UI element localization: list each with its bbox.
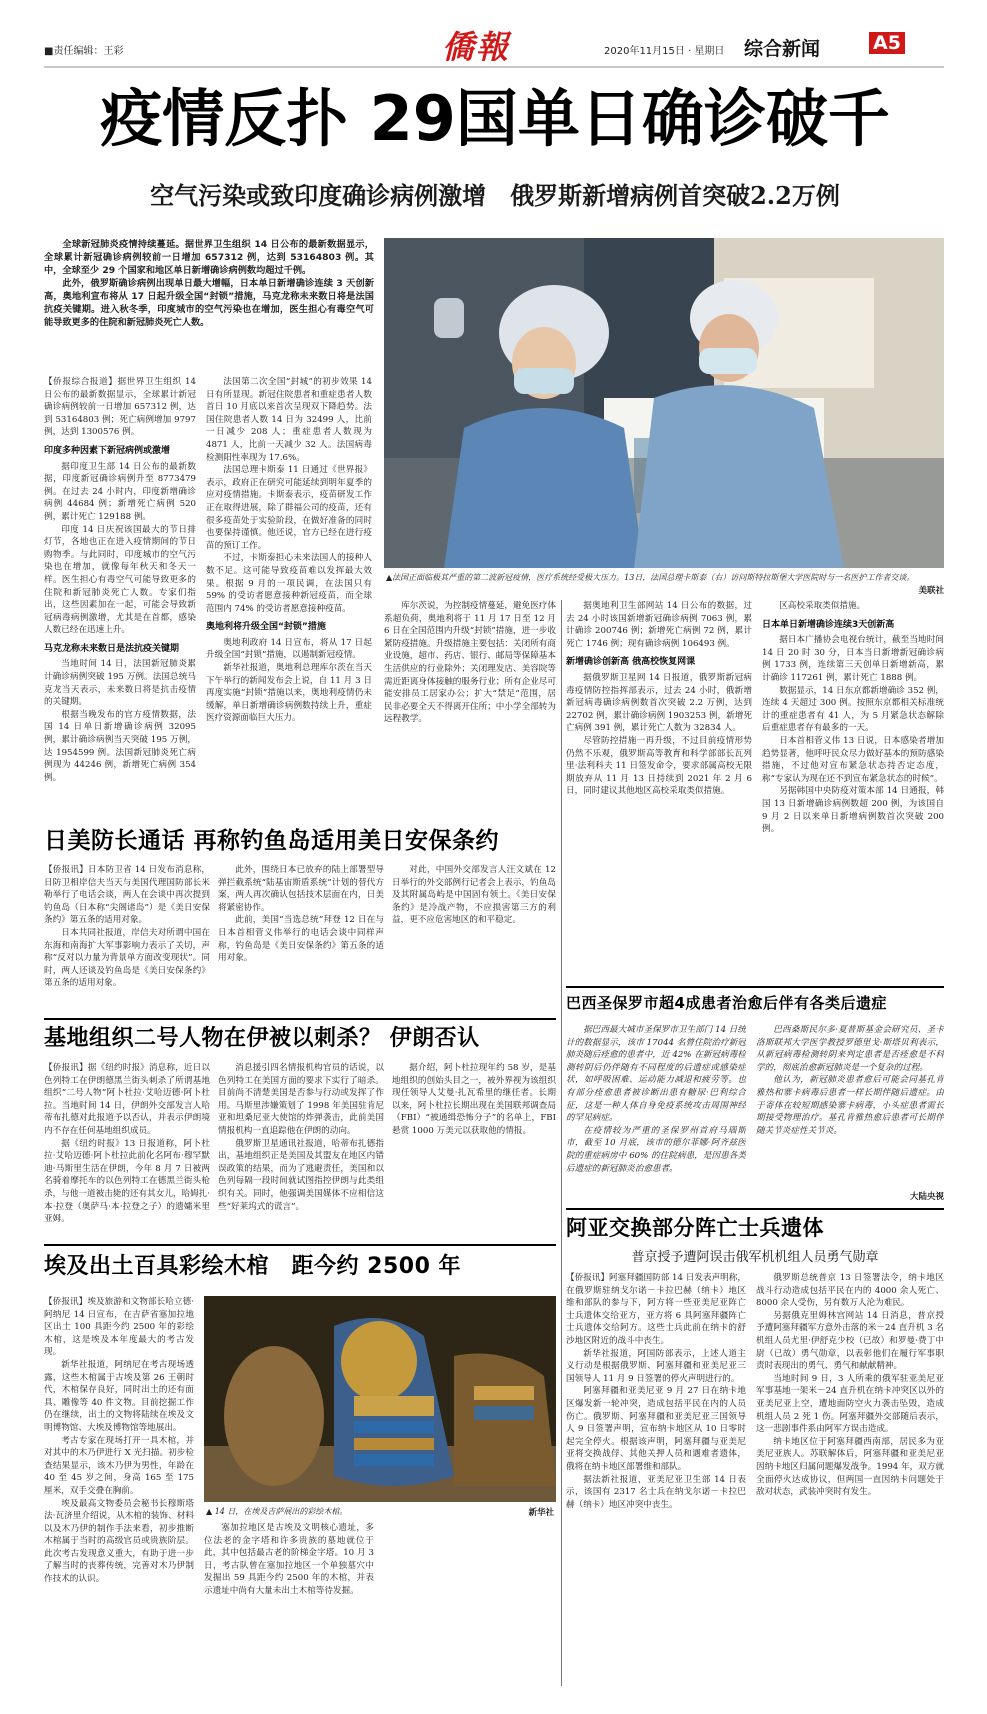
japan-us-column-1: [44, 864, 210, 1014]
austria-paragraph-2: 新华社报道，奥地利总理库尔茨在当天下午举行的新闻发布会上说，自 11 月 3 日再度实施“封锁”措施以来，奥地利疫情仍未缓解，单日新增确诊病例数持续上升，重症医疗资源面临巨大压力。: [206, 663, 372, 724]
armenia-headline: 阿亚交换部分阵亡士兵遗体: [566, 1216, 824, 1240]
armenia-paragraph-7: 当地时间 9 日，3 人所乘的俄军驻亚美尼亚军事基地一架米－24 直升机在纳卡冲突区以外的亚美尼亚上空，遭地面防空火力袭击坠毁，造成机组人员 2 死 1 伤。阿塞拜疆外交部随后表示，这一悲剧事件系由阿军方误击造成。: [756, 1373, 944, 1435]
brazil-paragraph-2: 在疫情较为严重的圣保罗州首府马瑙斯市，截至 10 月底，该市的德尔菲娜·阿齐兹医院的重症病房中 60% 的住院病患，是因患各类后遗症的新冠肺炎治愈患者。: [566, 1125, 746, 1174]
japan-us-column-3: [392, 864, 556, 1014]
japan-us-paragraph-2: 日本共同社报道，岸信夫对所谓中国在东海和南海扩大军事影响力表示了关切，声称“反对以力量为背景单方面改变现状”。同时，两人还谈及钓鱼岛是《美日安保条约》第五条的适用对象。: [44, 927, 210, 989]
egypt-paragraph-1: 【侨报讯】埃及旅游和文物部长哈立德·阿纳尼 14 日宣布，在吉萨省塞加拉地区出土 100 具距今约 2500 年的彩绘木棺，这是埃及本年度最大的考古发现。: [44, 1297, 194, 1358]
iran-column-1: [44, 1062, 210, 1238]
brazil-paragraph-1: 据巴西最大城市圣保罗市卫生部门 14 日统计的数据显示，该市 17044 名曾住院治疗新冠肺炎随后痊愈的患者中，近 42% 在新冠病毒检测转阴后仍伴随有不同程度的后遗症或感染症状，如呼吸困难、运动能力减退和疲劳等。也有部分痊愈患者被诊断出患有糖尿·巴利综合征，这是一种人体自身免疫系统攻击周围神经的罕见病症。: [566, 1025, 746, 1124]
masthead-rule: [44, 66, 944, 68]
lead-subhead: 空气污染或致印度确诊病例激增 俄罗斯新增病例首突破2.2万例: [150, 181, 840, 210]
armenia-paragraph-5: 俄罗斯总统普京 13 日签署法令，纳卡地区战斗行动造成包括平民在内的 4000 余人死亡、8000 余人受伤，另有数万人沦为难民。: [756, 1273, 944, 1309]
russia-subhead: 新增确诊创新高 俄高校恢复网课: [566, 657, 696, 668]
section-name: 综合新闻: [744, 38, 821, 60]
india-paragraph-2: 印度 14 日庆祝该国最大的节日排灯节，各地也正在进入疫情期间的节日购物季。与此同时，印度城市的空气污染也在增加，就像每年秋天和冬天一样。医生担心有毒空气可能导致更多的住院和新冠肺炎死亡人数。专家们指出，这些因素加在一起，可能会导致新冠病毒病例激增，尤其是在首都，感染人数已经在迅速上升。: [44, 524, 196, 636]
iran-column-3: [392, 1062, 556, 1238]
armenia-paragraph-1: 【侨报讯】阿塞拜疆国防部 14 日发表声明称，在俄罗斯驻纳戈尔诺－卡拉巴赫（纳卡）地区维和部队的参与下，阿方将一些亚美尼亚阵亡士兵遗体交给亚方，亚方将 6 具阿塞拜疆阵亡士兵遗体交给阿方。这些士兵此前在纳卡的舒沙地区附近的战斗中丧生。: [566, 1273, 746, 1346]
newspaper-logo: 僑報: [442, 28, 511, 66]
lead-headline: 疫情反扑 29国单日确诊破千: [100, 82, 890, 155]
egypt-photo: [204, 1296, 556, 1502]
india-paragraph-1: 据印度卫生部 14 日公布的最新数据，印度新冠确诊病例升至 8773479 例。在过去 24 小时内，印度新增确诊病例 44684 例；新增死亡病例 520 例，累计死亡 129188 例。: [44, 461, 196, 522]
issue-date: 2020年11月15日 · 星期日: [604, 46, 725, 57]
lead-intro: 【侨报综合报道】据世界卫生组织 14 日公布的最新数据显示，全球累计新冠确诊病例较前一日增加 657312 例，达到 53164803 例；死亡病例增加 9797 例，达到 1300576 例。: [44, 377, 196, 438]
lead-column-5: [762, 600, 944, 980]
japan-paragraph-2: 数据显示，14 日东京都新增确诊 352 例，连续 4 天超过 300 例。按照东京都相关标准统计的重症患者有 41 人，为 5 月紧急状态解除后重症患者存有最多的一天。: [762, 685, 944, 734]
egypt-photo-caption: ▲ 14 日，在埃及吉萨展出的彩绘木棺。: [206, 1507, 348, 1516]
france-paragraph-2: 根据当晚发布的官方疫情数据，法国 14 日单日新增确诊病例 32095 例，累计确诊病例当天突破 195 万例，达 1954599 例。法国新冠肺炎死亡病例现为 44246 例，新增死亡病例 354 例。: [44, 709, 196, 783]
egypt-headline: 埃及出土百具彩绘木棺 距今约 2500 年: [44, 1254, 462, 1279]
iran-paragraph-4: 俄罗斯卫星通讯社报道，哈蒂布扎德指出，基地组织正是美国及其盟友在地区内错误政策的结果，而为了逃避责任，美国和以色列每隔一段时间就试图指控伊朗与此类组织有关。同时，他强调美国媒体不应相信这些“好莱坞式的谎言”。: [218, 1138, 384, 1212]
egypt-paragraph-4: 埃及最高文物委员会秘书长穆斯塔法·瓦济里介绍说，从木棺的装饰、材料以及木乃伊的制作手法来看，初步推断木棺属于当时的高级官员或贵族阶层。此次考古发现意义重大，有助于进一步了解当时的丧葬传统，完善对木乃伊制作技术的认识。: [44, 1498, 194, 1585]
brazil-headline: 巴西圣保罗市超4成患者治愈后伴有各类后遗症: [566, 994, 887, 1012]
lead-summary: [44, 238, 374, 370]
egypt-column-1: [44, 1296, 194, 1686]
brazil-top-rule: [566, 986, 944, 988]
iran-paragraph-1: 【侨报讯】据《纽约时报》消息称，近日以色列特工在伊朗德黑兰街头刺杀了所谓基地组织“二号人物”阿卜杜拉·艾哈迈德·阿卜杜拉。当地时间 14 日，伊朗外交部发言人哈蒂布扎德对此报道予以否认，并表示伊朗境内不存在任何基地组织成员。: [44, 1063, 210, 1136]
egypt-paragraph-5: 塞加拉地区是古埃及文明核心遗址，多位法老的金字塔和许多贵族的墓地就位于此，其中包括最古老的阶梯金字塔。10 月 3 日，考古队曾在塞加拉地区一个单独墓穴中发掘出 59 具距今约 2500 年的木棺，并表示遗址中尚有大量未出土木棺等待发掘。: [204, 1523, 374, 1596]
hospital-scene-image: [384, 238, 944, 568]
armenia-top-rule: [566, 1208, 944, 1210]
armenia-paragraph-6: 另据俄克里姆林宫网站 14 日消息，普京授予遭阿塞拜疆军方意外击落的米－24 直升机 3 名机组人员尤里·伊舒克少校（已故）和罗曼·费丁中尉（已故）勇气勋章，以表彰他们在履行军事职责时表现出的勇气、勇气和献献精神。: [756, 1310, 944, 1372]
summary-paragraph-1: 全球新冠肺炎疫情持续蔓延。据世界卫生组织 14 日公布的最新数据显示，全球累计新冠确诊病例较前一日增加 657312 例，达到 53164803 例。其中，全球至少 29 个国家和地区单日新增确诊病例数均超过千例。: [44, 239, 374, 276]
brazil-column-1: [566, 1024, 746, 1200]
japan-covid-subhead: 日本单日新增确诊连续3天创新高: [762, 619, 895, 630]
japan-us-paragraph-1: 【侨报讯】日本防卫省 14 日发布消息称，日防卫相岸信夫当天与美国代理国防部长米勒举行了电话会谈，两人在会谈中再次提到钓鱼岛（日本称“尖阁诸岛”）是《美日安保条约》第五条的适用对象。: [44, 865, 210, 926]
japan-us-paragraph-3: 此外，围绕日本已放弃的陆上部署型导弹拦截系统“陆基宙斯盾系统”计划的替代方案，两人再次确认包括技术层面在内，日美将紧密协作。: [218, 865, 384, 913]
armenia-paragraph-8: 纳卡地区位于阿塞拜疆西南部，居民多为亚美尼亚族人。苏联解体后，阿塞拜疆和亚美尼亚因纳卡地区归属问题爆发战争。1994 年，双方就全面停火达成协议，但两国一直因纳卡问题处于敌对状态，武装冲突时有发生。: [756, 1436, 944, 1498]
egypt-paragraph-3: 考古专家在现场打开一具木棺，并对其中的木乃伊进行 X 光扫描。初步检查结果显示，该木乃伊为男性，年龄在 40 至 45 岁之间，身高 165 至 175 厘米，双手交叠在胸前。: [44, 1435, 194, 1496]
france-paragraph-4: 法国总理卡斯泰 11 日通过《世界报》表示，政府正在研究可能延续到明年夏季的应对疫情措施。卡斯泰表示，疫苗研发工作正在取得进展，除了群福公司的疫苗，还有很多疫苗处于实验阶段，在做好准备的同时也要保持谨慎。他还说，官方已经在进行疫苗的预订工作。: [206, 465, 372, 551]
brazil-paragraph-4: 他认为，新冠肺炎患者愈后可能会同基孔肯雅热和寨卡病毒后患者一样长期伴随后遗症。由于寄体在较短期感染寨卡病毒，小头症患者需长期接受物理治疗。基孔肯雅热愈后患者可长期伴随关节炎症性关节炎。: [756, 1075, 944, 1136]
lead-column-3: [384, 600, 556, 818]
editor-credit: ■责任编辑：王彩: [44, 46, 124, 57]
armenia-subhead: 普京授予遭阿误击俄军机机组人员勇气勋章: [631, 1250, 879, 1265]
austria-subhead: 奥地利将升级全国“封锁”措施: [206, 622, 326, 633]
armenia-paragraph-2: 新华社报道，阿国防部表示，上述人道主义行动是根据俄罗斯、阿塞拜疆和亚美尼亚三国领导人 11 月 9 日签署的停火声明进行的。: [566, 1348, 746, 1384]
lead-photo: [384, 238, 944, 568]
brazil-credit: 大陆央视: [909, 1192, 944, 1202]
russia-paragraph-3: 区高校采取类似措施。: [779, 601, 866, 611]
japan-us-paragraph-5: 对此，中国外交部发言人汪文斌在 12 日举行的外交部例行记者会上表示，钓鱼岛及其附属岛屿是中国固有领土。《美日安保条约》是冷战产物，不应损害第三方的利益，更不应危害地区的和平稳定。: [392, 865, 556, 926]
armenia-column-1: [566, 1272, 746, 1686]
lead-photo-credit: 美联社: [918, 586, 944, 596]
iran-top-rule: [44, 1018, 556, 1020]
egypt-paragraph-2: 新华社报道，阿纳尼在考古现场透露，这些木棺属于古埃及第 26 王朝时代，木棺保存良好，同时出土的还有面具、雕像等 40 件文物。目前挖掘工作仍在继续，出土的文物将陆续在埃及文明博物馆、大埃及博物馆等地展出。: [44, 1359, 194, 1433]
india-subhead: 印度多种因素下新冠病例或激增: [44, 445, 171, 456]
austria-paragraph-3: 库尔茨说，为控制疫情蔓延，避免医疗体系超负荷，奥地利将于 11 月 17 日至 12 月 6 日在全国范围内升级“封锁”措施，进一步收紧防疫措施。升级措施主要包括：关闭所有商业设施，超市、药店、银行、邮局等保障基本生活供应的行业除外；关闭理发店、美容院等需近距离身体接触的服务行业；所有企业尽可能安排员工居家办公；扩大“禁足”范围，居民非必要全天不得离开住所；中小学全部转为远程教学。: [384, 601, 556, 725]
france-subhead: 马克龙称未来数日是法抗疫关键期: [44, 643, 180, 654]
russia-paragraph-2: 尽管防控措施一再升级，不过目前疫情形势仍然不乐观，俄罗斯高等教育和科学部部长瓦列里·法利科夫 11 日签发命令，要求部属高校无限期放弃从 11 月 13 日持续到 2021 年 2 月 6 日，同时建议其他地区高校采取类似措施。: [566, 735, 752, 797]
brazil-column-2: [756, 1024, 944, 1188]
brazil-paragraph-3: 巴西桑斯民尔多·夏普斯基金会研究员、圣卡洛斯联邦大学医学教授罗德里戈·斯塔贝利表示，从新冠病毒检测转阴来判定患者是否痊愈是不科学的，彻底治愈新冠肺炎是一个复杂的过程。: [756, 1025, 944, 1073]
korea-paragraph: 另据韩国中央防疫对策本部 14 日通报，韩国 13 日新增确诊病例数超 200 例，为该国自 9 月 2 日以来单日新增病例数首次突破 200 例。: [762, 786, 944, 835]
lead-column-4: [566, 600, 752, 980]
iran-paragraph-2: 据《纽约时报》13 日报道称，阿卜杜拉·艾哈迈德·阿卜杜拉此前化名阿布·穆罕默迪·马斯里生活在伊朗，今年 8 月 7 日被两名骑着摩托车的以色列特工在德黑兰街头枪杀，与他一道被击毙的还有其女儿，哈姆扎·本·拉登（奥萨马·本·拉登之子）的遗孀米里亚姆。: [44, 1138, 210, 1225]
france-paragraph-5: 不过，卡斯泰担心未来法国人的接种人数不足。这可能导致疫苗难以发挥最大效果。根据 9 月的一项民调，在法国只有 59% 的受访者愿意接种新冠疫苗，而全球范围内 74% 的受访者愿意接种疫苗。: [206, 553, 372, 614]
japan-us-column-2: [218, 864, 384, 1014]
iran-column-2: [218, 1062, 384, 1238]
iran-paragraph-5: 据介绍，阿卜杜拉现年约 58 岁，是基地组织的创始头目之一，被外界视为该组织现任领导人艾曼·扎瓦希里的继任者。长期以来，阿卜杜拉长期出现在美国联邦调查局（FBI）“被通缉恐怖分子”的名单上，FBI 悬赏 1000 万美元以获取他的情报。: [392, 1063, 556, 1136]
iran-headline: 基地组织二号人物在伊被以刺杀？ 伊朗否认: [44, 1026, 480, 1051]
iran-paragraph-3: 消息援引四名情报机构官员的话说，以色列特工在美国方面的要求下实行了暗杀。目前尚不清楚美国是否参与行动或发挥了作用。马斯里涉嫌策划了 1998 年美国驻肯尼亚和坦桑尼亚大使馆的炸弹袭击，此前美国情报机构一直追踪他在伊朗的动向。: [218, 1063, 384, 1136]
france-paragraph-1: 当地时间 14 日，法国新冠肺炎累计确诊病例突破 195 万例。法国总统马克龙当天表示，未来数日将是抗击疫情的关键期。: [44, 659, 196, 708]
armenia-paragraph-4: 据法新社报道，亚美尼亚卫生部 14 日表示，该国有 2317 名士兵在纳戈尔诺－卡拉巴赫（纳卡）地区冲突中丧生。: [566, 1474, 746, 1510]
egypt-column-2: [204, 1522, 374, 1686]
japan-paragraph-3: 日本首相菅义伟 13 日说，日本感染者增加趋势显著，他呼吁民众尽力做好基本的预防感染措施，不过他对宣布紧急状态持否定态度，称“专家认为现在还不到宣布紧急状态的时候”。: [762, 735, 944, 784]
lead-column-1: [44, 376, 196, 818]
austria-paragraph-1: 奥地利政府 14 日宣布，将从 17 日起升级全国“封锁”措施，以遏制新冠疫情。: [206, 637, 372, 661]
egypt-top-rule: [44, 1244, 556, 1246]
lead-photo-caption: ▲法国正面临极其严重的第二波新冠疫情，医疗系统经受极大压力。13日，法国总理卡斯泰（右）访问斯特拉斯堡大学医院时与一名医护工作者交谈。: [386, 573, 915, 582]
france-paragraph-3: 法国第二次全国“封城”的初步效果 14 日有所显现。新冠住院患者和重症患者人数首日 10 月底以来首次呈现双下降趋势。法国住院患者人数 14 日为 32499 人，比前一日减少 208 人；重症患者人数现为 4871 人，比前一天减少 32 人。法国病毒检测阳性率现为 17.6%。: [206, 377, 372, 463]
column-divider: [561, 600, 562, 1686]
russia-paragraph-1: 据俄罗斯卫星网 14 日报道，俄罗斯新冠病毒疫情防控指挥部表示，过去 24 小时，俄新增新冠病毒确诊病例数首次突破 2.2 万例，达到 22702 例，累计确诊病例 1903253 例，新增死亡病例 391 例，累计死亡人数为 32834 人。: [566, 672, 752, 734]
japan-us-paragraph-4: 此前，美国“当选总统”拜登 12 日在与日本首相菅义伟举行的电话会谈中同样声称，钓鱼岛是《美日安保条约》第五条的适用对象。: [218, 915, 384, 964]
armenia-column-2: [756, 1272, 944, 1686]
japan-paragraph-1: 据日本广播协会电视台统计，截至当地时间 14 日 20 时 30 分，日本当日新增新冠确诊病例 1733 例，连续第三天创单日新增新高，累计确诊 117261 例，累计死亡 1888 例。: [762, 635, 944, 683]
lead-column-2: [206, 376, 372, 818]
japan-us-headline: 日美防长通话 再称钓鱼岛适用美日安保条约: [44, 828, 500, 854]
armenia-paragraph-3: 阿塞拜疆和亚美尼亚 9 月 27 日在纳卡地区爆发新一轮冲突，造成包括平民在内的人员伤亡。俄罗斯、阿塞拜疆和亚美尼亚三国领导人 9 日签署声明，宣布纳卡地区从 10 日零时起完全停火。根据该声明，阿塞拜疆与亚美尼亚将交换战俘、其他关押人员和遇难者遗体，俄将在纳卡地区部署维和部队。: [566, 1386, 746, 1472]
coffin-image: [204, 1296, 556, 1502]
egypt-photo-credit: 新华社: [528, 1508, 554, 1518]
page-number: A5: [869, 32, 905, 54]
masthead: [44, 30, 944, 64]
austria-paragraph-4: 据奥地利卫生部网站 14 日公布的数据，过去 24 小时该国新增新冠确诊病例 7063 例，累计确诊 200746 例；新增死亡病例 72 例，累计死亡 1746 例；现有确诊病例 106493 例。: [566, 601, 752, 649]
summary-paragraph-2: 此外，俄罗斯确诊病例出现单日最大增幅，日本单日新增确诊连续 3 天创新高，奥地利宣布将从 17 日起升级全国“封锁”措施，马克龙称未来数日将是法国抗疫关键期。进入秋冬季，印度城市的空气污染也在增加，医生担心有毒空气可能导致更多的住院和新冠肺炎死亡人数。: [44, 278, 374, 328]
